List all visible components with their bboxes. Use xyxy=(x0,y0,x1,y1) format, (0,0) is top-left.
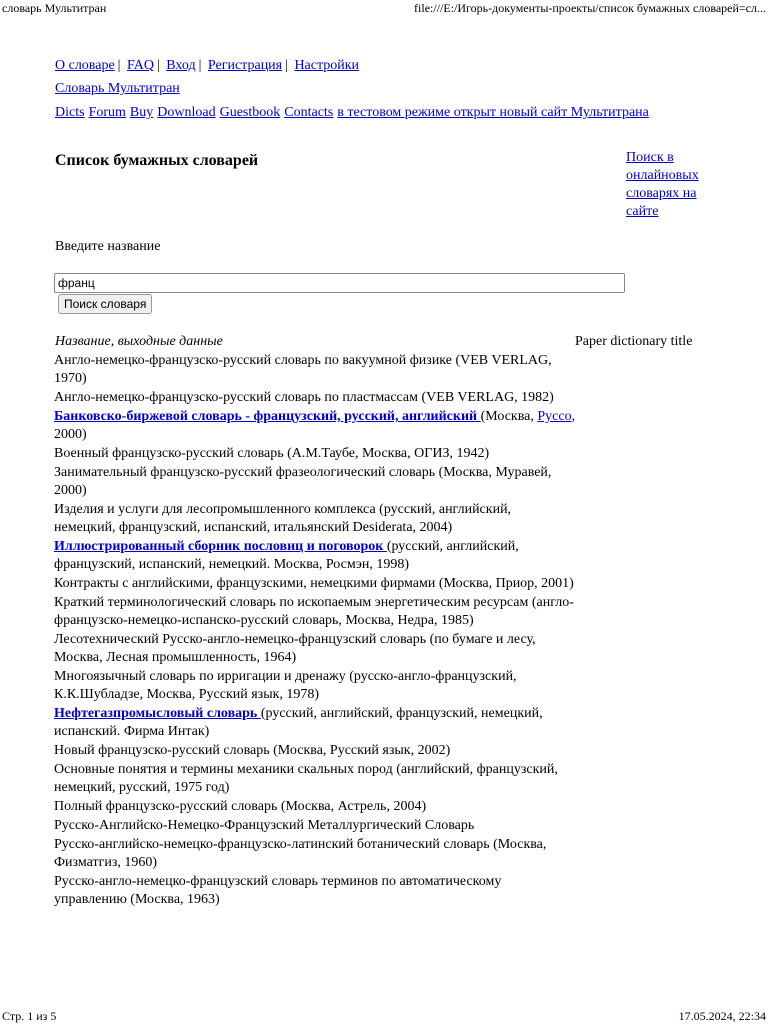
dictionary-nav xyxy=(55,80,180,98)
print-footer-page: Стр. 1 из 5 xyxy=(2,1009,57,1023)
dicts-link[interactable]: Dicts xyxy=(55,105,85,120)
dictionary-title-link[interactable]: Нефтегазпромысловый словарь xyxy=(54,706,261,721)
list-item xyxy=(54,389,576,407)
dictionary-details: (русский, английский, французский, немецкий, испанский. Фирма Интак) xyxy=(54,706,543,739)
nav-settings-link[interactable]: Настройки xyxy=(294,58,360,73)
list-item xyxy=(54,705,576,741)
dictionary-details: Занимательный французско-русский фразеологический словарь (Москва, Муравей, 2000) xyxy=(54,465,552,498)
search-label: Введите название xyxy=(55,239,161,254)
dictionary-details: Русско-Английско-Немецко-Французский Металлургический Словарь xyxy=(54,818,475,833)
dictionary-details: Военный французско-русский словарь (А.М.Таубе, Москва, ОГИЗ, 1942) xyxy=(54,446,490,461)
nav-separator: | xyxy=(198,58,202,73)
list-item xyxy=(54,352,576,388)
publisher-link[interactable]: Руссо xyxy=(537,409,572,424)
list-item xyxy=(54,761,576,797)
list-item xyxy=(54,798,576,816)
dictionary-details: Изделия и услуги для лесопромышленного комплекса (русский, английский, немецкий, французский, испанский, итальянский Desiderata, 2004) xyxy=(54,502,512,535)
list-item xyxy=(54,594,576,630)
multitran-dictionary-link[interactable]: Словарь Мультитран xyxy=(55,81,180,96)
site-nav xyxy=(55,104,653,122)
dictionary-list xyxy=(54,352,576,910)
dictionary-details: Новый французско-русский словарь (Москва, Русский язык, 2002) xyxy=(54,743,451,758)
nav-login-link[interactable]: Вход xyxy=(166,58,196,73)
dictionary-details: Многоязычный словарь по ирригации и дренажу (русско-англо-французский, К.К.Шубладзе, Москва, Русский язык, 1978) xyxy=(54,669,517,702)
page-title: Список бумажных словарей xyxy=(55,152,259,169)
dictionary-details: Полный французско-русский словарь (Москва, Астрель, 2004) xyxy=(54,799,427,814)
dictionary-details: Лесотехнический Русско-англо-немецко-французский словарь (по бумаге и лесу, Москва, Лесная промышленность, 1964) xyxy=(54,632,536,665)
forum-link[interactable]: Forum xyxy=(88,105,126,120)
contacts-link[interactable]: Contacts xyxy=(284,105,334,120)
search-input[interactable] xyxy=(54,273,625,293)
list-item xyxy=(54,873,576,909)
column-header-paper-title: Paper dictionary title xyxy=(575,334,693,349)
nav-separator: | xyxy=(156,58,160,73)
nav-separator: | xyxy=(285,58,288,73)
nav-faq-link[interactable]: FAQ xyxy=(126,58,154,73)
list-item xyxy=(54,445,576,463)
dictionary-details: (Москва, xyxy=(480,409,538,424)
buy-link[interactable]: Buy xyxy=(129,105,154,120)
dictionary-details: Англо-немецко-французско-русский словарь по пластмассам (VEB VERLAG, 1982) xyxy=(54,390,554,405)
dictionary-details: Основные понятия и термины механики скальных пород (английский, французский, немецкий, русский, 1975 год) xyxy=(54,762,558,795)
nav-about-link[interactable]: О словаре xyxy=(55,58,115,73)
list-item xyxy=(54,742,576,760)
guestbook-link[interactable]: Guestbook xyxy=(219,105,281,120)
dictionary-details: Краткий терминологический словарь по ископаемым энергетическим ресурсам (англо-французско-немецко-испанско-русский словарь, Москва, Недра, 1985) xyxy=(54,595,574,628)
list-item xyxy=(54,538,576,574)
nav-separator: | xyxy=(117,58,121,73)
list-item xyxy=(54,836,576,872)
dictionary-title-link[interactable]: Банковско-биржевой словарь - французский, русский, английский xyxy=(54,409,481,424)
list-item xyxy=(54,631,576,667)
list-item xyxy=(54,408,576,444)
online-search-link[interactable]: Поиск в онлайновых словарях на сайте xyxy=(626,150,699,219)
print-header-url: file:///E:/Игорь-документы-проекты/список бумажных словарей=сл... xyxy=(414,1,766,15)
dictionary-details: (русский, английский, французский, испанский, немецкий. Москва, Росмэн, 1998) xyxy=(54,539,519,572)
list-item xyxy=(54,817,576,835)
search-dictionary-button[interactable]: Поиск словаря xyxy=(58,294,152,314)
nav-register-link[interactable]: Регистрация xyxy=(207,58,283,73)
dictionary-details: Русско-английско-немецко-французско-латинский ботанический словарь (Москва, Физматгиз, 1960) xyxy=(54,837,547,870)
print-footer-datetime: 17.05.2024, 22:34 xyxy=(678,1009,766,1023)
list-item xyxy=(54,668,576,704)
dictionary-details: Русско-англо-немецко-французский словарь терминов по автоматическому управлению (Москва, 1963) xyxy=(54,874,502,907)
list-item xyxy=(54,464,576,500)
list-item xyxy=(54,501,576,537)
top-nav xyxy=(55,57,359,75)
list-item xyxy=(54,575,576,593)
dictionary-title-link[interactable]: Иллюстрированный сборник пословиц и поговорок xyxy=(54,539,387,554)
download-link[interactable]: Download xyxy=(157,105,216,120)
new-site-link[interactable]: в тестовом режиме открыт новый сайт Мультитрана xyxy=(337,105,649,120)
dictionary-details: Контракты с английскими, французскими, немецкими фирмами (Москва, Приор, 2001) xyxy=(54,576,574,591)
print-header-title: словарь Мультитран xyxy=(2,1,107,15)
column-header-title: Название, выходные данные xyxy=(55,334,223,349)
dictionary-details-tail: , 2000) xyxy=(54,409,576,442)
dictionary-details: Англо-немецко-французско-русский словарь по вакуумной физике (VEB VERLAG, 1970) xyxy=(54,353,552,386)
